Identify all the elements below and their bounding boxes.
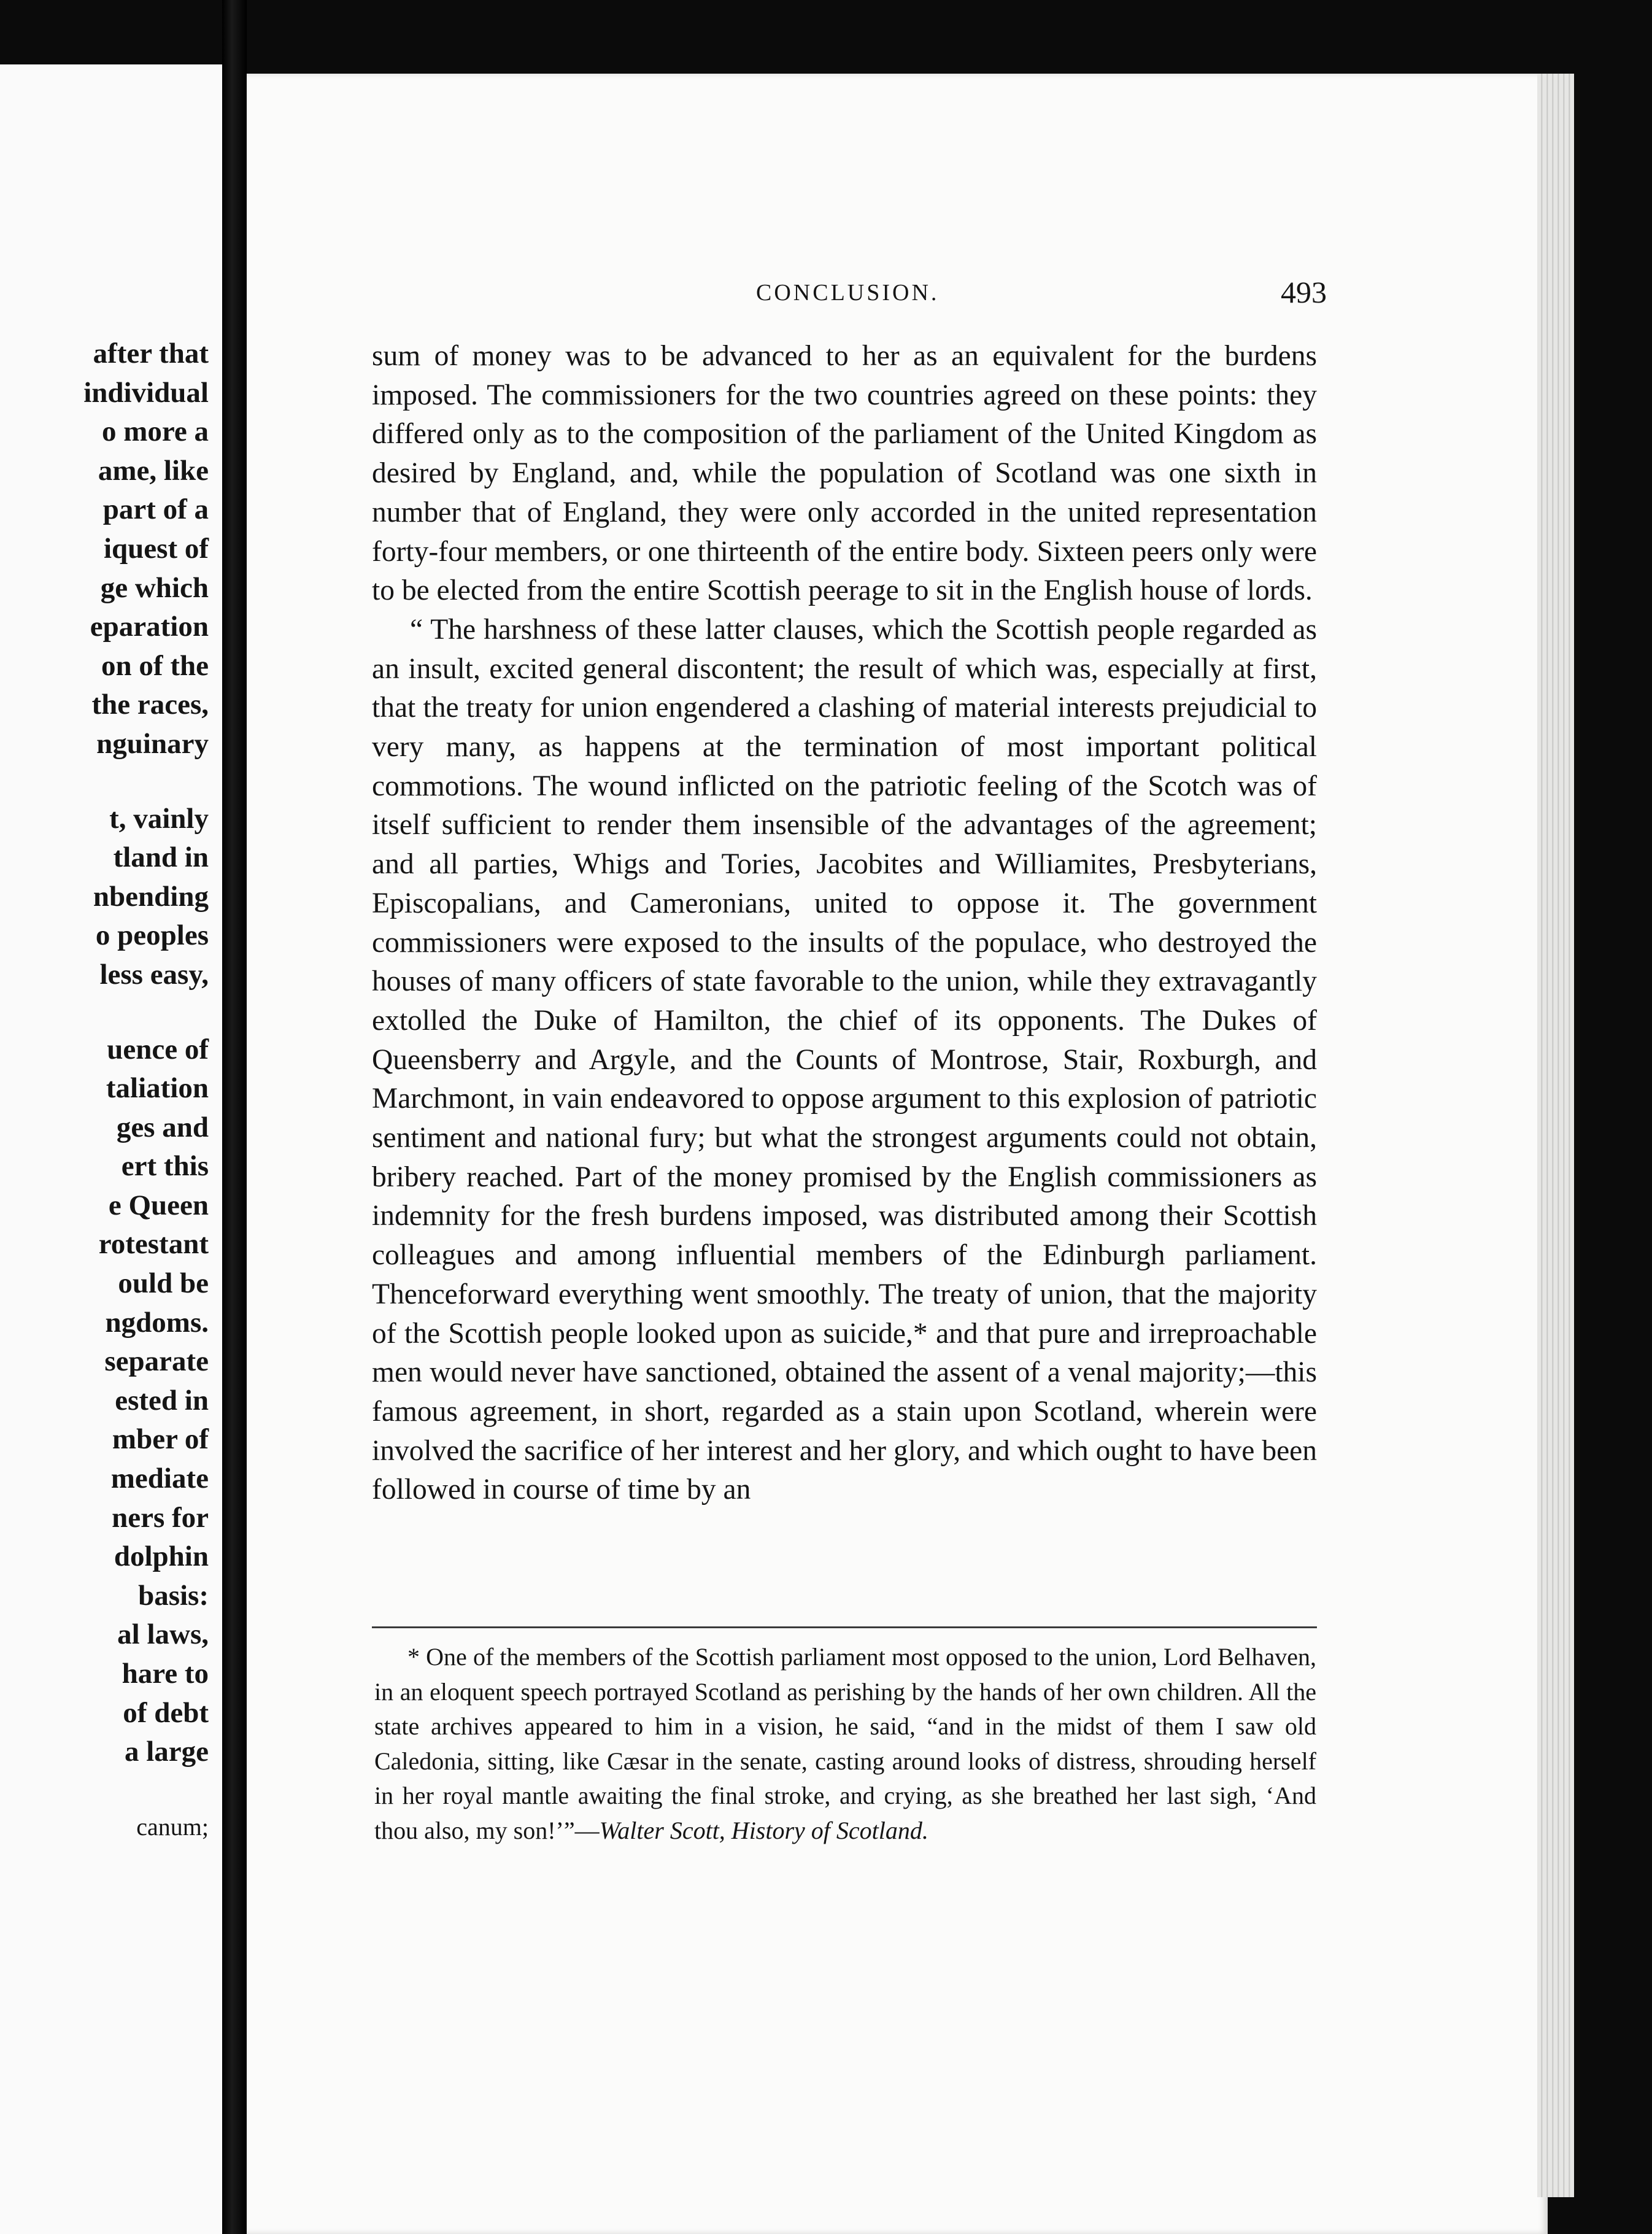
left-page-line: ert this [121,1150,209,1183]
left-page-line: of debt [123,1696,209,1729]
left-page-gap [83,1772,209,1807]
left-page-line: the races, [91,689,209,721]
left-page-line: mediate [110,1463,209,1495]
left-page-line: part of a [102,493,209,526]
left-page-line: taliation [106,1072,209,1105]
left-page-line: uence of [107,1033,209,1065]
footnote [374,1640,1316,1848]
left-page-line: ould be [118,1267,209,1300]
book-gutter [222,0,247,2234]
left-page-line: nbending [93,880,209,913]
left-page-line: tland in [113,841,209,874]
footnote-text: * One of the members of the Scottish parliament most opposed to the union, Lord Belhaven, in an eloquent speech portrayed Scotland as perishing by the hands of her own children. All the state archives appeared to him in a vision, he said, “and in the midst of them I saw old Caledonia, sitting, like Cæsar in the senate, casting around looks of distress, shrouding herself in her royal mantle awaiting the final stroke, and crying, as she breathed her last sigh, ‘And thou also, my son!’”— [374,1643,1316,1844]
left-page-line: a large [124,1736,209,1768]
left-page-line: ested in [115,1384,209,1417]
left-page-text-fragments [83,334,209,1846]
left-page-line: less easy, [99,958,209,991]
left-page-line: ngdoms. [105,1306,209,1339]
left-page-line: basis: [138,1579,209,1612]
left-page-line: individual [83,376,209,409]
left-page-line: iquest of [103,532,209,565]
page-number: 493 [1281,275,1327,309]
left-page-line: t, vainly [109,802,209,835]
running-title: CONCLUSION. [756,280,940,306]
left-page-line: o more a [101,415,209,448]
left-page-line: eparation [90,611,209,643]
footnote-rule [372,1626,1317,1628]
left-page-gap [83,764,209,800]
left-page-line: dolphin [114,1540,209,1573]
left-facing-page [0,64,222,2234]
left-page-line: hare to [122,1658,209,1690]
paragraph: “ The harshness of these latter clauses, which the Scottish people regarded as an insult, excited general discontent; the result of which was, especially at first, that the treaty for union engendered a clashing of material interests prejudicial to very many, as happens at the termination of most important political commotions. The wound inflicted on the patriotic feeling of the Scotch was of itself sufficient to render them insensible of the advantages of the agreement; and all parties, Whigs and Tories, Jacobites and Williamites, Presbyterians, Episcopalians, and Cameronians, united to oppose it. The government commissioners were exposed to the insults of the populace, who destroyed the houses of many officers of state favorable to the union, while they extravagantly extolled the Duke of Hamilton, the chief of its opponents. The Dukes of Queensberry and Argyle, and the Counts of Montrose, Stair, Roxburgh, and Marchmont, in vain endeavored to oppose argument to this explosion of patriotic sentiment and national fury; but what the strongest arguments could not obtain, bribery reached. Part of the money promised by the English commissioners as indemnity for the fresh burdens imposed, was distributed among their Scottish colleagues and among influential members of the Edinburgh parliament. Thenceforward everything went smoothly. The treaty of union, that the majority of the Scottish people looked upon as suicide,* and that pure and irreproachable men would never have sanctioned, obtained the assent of a venal majority;—this famous agreement, in short, regarded as a stain upon Scotland, wherein were involved the sacrifice of her interest and her glory, and which ought to have been followed in course of time by an [372,613,1317,1506]
left-page-line: ners for [112,1501,209,1534]
footnote-citation: Walter Scott, History of Scotland. [599,1816,928,1844]
left-page-line: on of the [101,649,209,682]
left-page-line: after that [93,338,209,369]
body-text [372,337,1317,1510]
left-page-line: o peoples [95,919,209,952]
left-page-gap [83,995,209,1030]
left-page-line: e Queen [108,1189,209,1221]
left-page-line: ges and [116,1111,209,1143]
left-page-line: canum; [136,1812,209,1841]
left-page-line: ge which [100,571,209,604]
left-page-line: separate [104,1345,209,1378]
left-page-line: nguinary [96,727,209,760]
page-edges [1537,74,1574,2197]
left-page-line: ame, like [98,454,209,487]
page-header [756,274,1327,311]
left-page-line: mber of [112,1423,209,1456]
paragraph: sum of money was to be advanced to her as an equivalent for the burdens imposed. The commissioners for the two countries agreed on these points: they differed only as to the composition of the parliament of the United Kingdom as desired by England, and, while the population of Scotland was one sixth in number that of England, they were only accorded in the united representation forty-four members, or one thirteenth of the entire body. Sixteen peers only were to be elected from the entire Scottish peerage to sit in the English house of lords. [372,340,1317,607]
left-page-line: al laws, [117,1618,209,1651]
left-page-line: rotestant [98,1228,209,1261]
